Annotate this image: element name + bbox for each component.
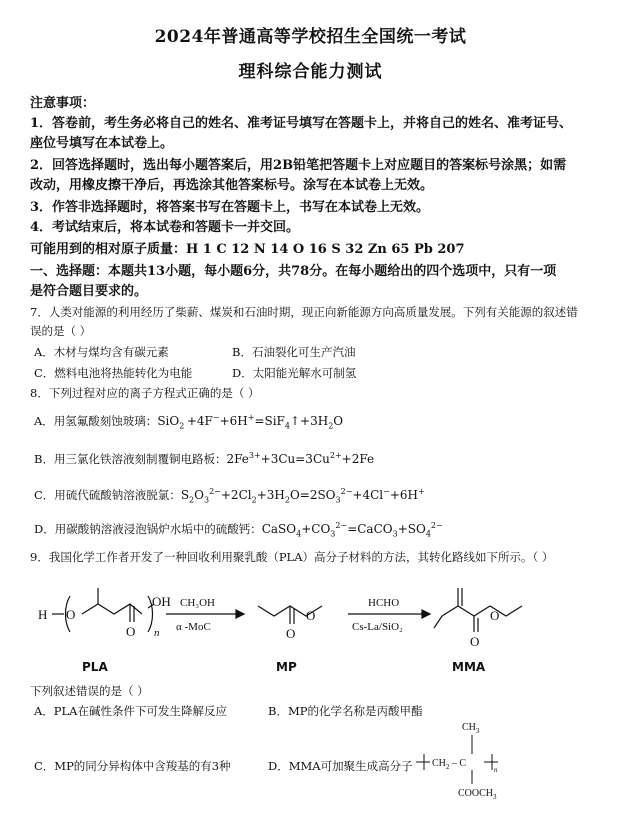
- cond1-bottom: α -MoC: [176, 621, 211, 633]
- svg-text:COOCH3: $COOCH_3$: [458, 788, 497, 801]
- q8-option-d-text: D．用碳酸钠溶液浸泡锅炉水垢中的硫酸钙：: [34, 522, 262, 536]
- atomic-mass-line: 可能用到的相对原子质量：H 1 C 12 N 14 O 16 S 32 Zn 65 Pb 207: [30, 242, 465, 257]
- notice-item-3: 3．作答非选择题时，将答案书写在答题卡上，书写在本试卷上无效。: [30, 200, 430, 215]
- pla-chain: [82, 604, 142, 614]
- q8-option-d: [34, 521, 443, 537]
- pla-n-subscript: n: [154, 627, 160, 639]
- notice-item-1: 1．答卷前，考生务必将自己的姓名、准考证号填写在答题卡上，并将自己的姓名、准考证号、: [30, 116, 573, 131]
- mma-ester-o: O: [490, 608, 500, 623]
- cond2-bottom: Cs-La/SiO₂: [352, 621, 403, 633]
- mma-chain: [442, 606, 522, 616]
- q8-option-b-equation: $2Fe^{3+}+3Cu=3Cu^{2+}+2Fe$: [226, 451, 375, 466]
- cond2-top: HCHO: [368, 597, 400, 609]
- q7-stem-line1: 7．人类对能源的利用经历了柴薪、煤炭和石油时期，现正向新能源方向高质量发展。下列有关能源的叙述错: [30, 305, 578, 319]
- q8-option-a-equation: $SiO_2 +4F^-+6H^+=SiF_4↑+3H_2O$: [157, 413, 344, 431]
- q8-option-c-text: C．用硫代硫酸钠溶液脱氯：: [34, 488, 181, 502]
- pla-oh-group: OH: [152, 594, 171, 609]
- q8-option-b: [34, 451, 374, 467]
- svg-text:CH3: $CH_3$: [462, 722, 480, 735]
- q8-option-a: [34, 413, 343, 429]
- q9-polymer-formula: [412, 718, 522, 808]
- label-pla: PLA: [82, 660, 108, 674]
- notice-item-4: 4．考试结束后，将本试卷和答题卡一并交回。: [30, 220, 300, 235]
- q8-option-a-text: A．用氢氟酸刻蚀玻璃：: [34, 414, 158, 428]
- mp-ester-o: O: [306, 608, 316, 623]
- section-instructions-2: 是符合题目要求的。: [30, 284, 148, 299]
- q9-sub-stem: 下列叙述错误的是（ ）: [30, 684, 149, 698]
- notice-item-2: 2．回答选择题时，选出每小题答案后，用2B铅笔把答题卡上对应题目的答案标号涂黑；如需: [30, 158, 567, 173]
- q9-option-d: D．MMA可加聚生成高分子: [268, 759, 413, 773]
- label-mp: MP: [276, 660, 297, 674]
- q7-option-d: D．太阳能光解水可制氢: [232, 366, 357, 380]
- pla-h-atom: H: [38, 607, 48, 622]
- q7-option-c: C．燃料电池将热能转化为电能: [34, 366, 193, 380]
- exam-subtitle: 理科综合能力测试: [238, 62, 383, 82]
- notice-item-1-cont: 座位号填写在本试卷上。: [30, 136, 174, 151]
- q9-option-b: B．MP的化学名称是丙酸甲酯: [268, 704, 423, 718]
- q7-stem-line2: 误的是（ ）: [30, 324, 92, 338]
- q9-stem: 9．我国化学工作者开发了一种回收利用聚乳酸（PLA）高分子材料的方法，其转化路线如下所示。（ ）: [30, 550, 554, 564]
- exam-title: 2024年普通高等学校招生全国统一考试: [154, 27, 467, 47]
- svg-text:n: n: [494, 766, 498, 774]
- label-mma: MMA: [452, 660, 486, 674]
- notice-item-2-cont: 改动，用橡皮擦干净后，再选涂其他答案标号。涂写在本试卷上无效。: [30, 178, 434, 193]
- q7-option-a: A．木材与煤均含有碳元素: [34, 345, 169, 359]
- mma-carbonyl-o: O: [470, 634, 480, 649]
- pla-o-atom: O: [66, 607, 76, 622]
- notice-heading: 注意事项：: [30, 96, 96, 111]
- q9-option-c: C．MP的同分异构体中含羧基的有3种: [34, 759, 231, 773]
- q8-option-c: [34, 487, 425, 503]
- q8-option-d-equation: $CaSO_4+CO_3^{2-}=CaCO_3+SO_4^{2-}$: [261, 521, 443, 539]
- q9-reaction-scheme: [30, 576, 590, 686]
- q9-option-a: A．PLA在碱性条件下可发生降解反应: [34, 704, 227, 718]
- pla-carbonyl-o: O: [126, 624, 136, 639]
- q8-stem: 8．下列过程对应的离子方程式正确的是（ ）: [30, 386, 260, 400]
- section-instructions-1: 一、选择题：本题共13小题，每小题6分，共78分。在每小题给出的四个选项中，只有一项: [30, 264, 557, 279]
- q8-option-b-text: B．用三氯化铁溶液刻制覆铜电路板：: [34, 452, 227, 466]
- svg-text:CH2 – C: $CH_2$ – C: [432, 758, 467, 771]
- cond1-top: CH₃OH: [180, 597, 216, 609]
- q7-option-b: B．石油裂化可生产汽油: [232, 345, 356, 359]
- q8-option-c-equation: $S_2O_3^{2-}+2Cl_2+3H_2O=2SO_3^{2-}+4Cl^-+6H^+$: [180, 487, 425, 505]
- mp-carbonyl-o: O: [286, 626, 296, 641]
